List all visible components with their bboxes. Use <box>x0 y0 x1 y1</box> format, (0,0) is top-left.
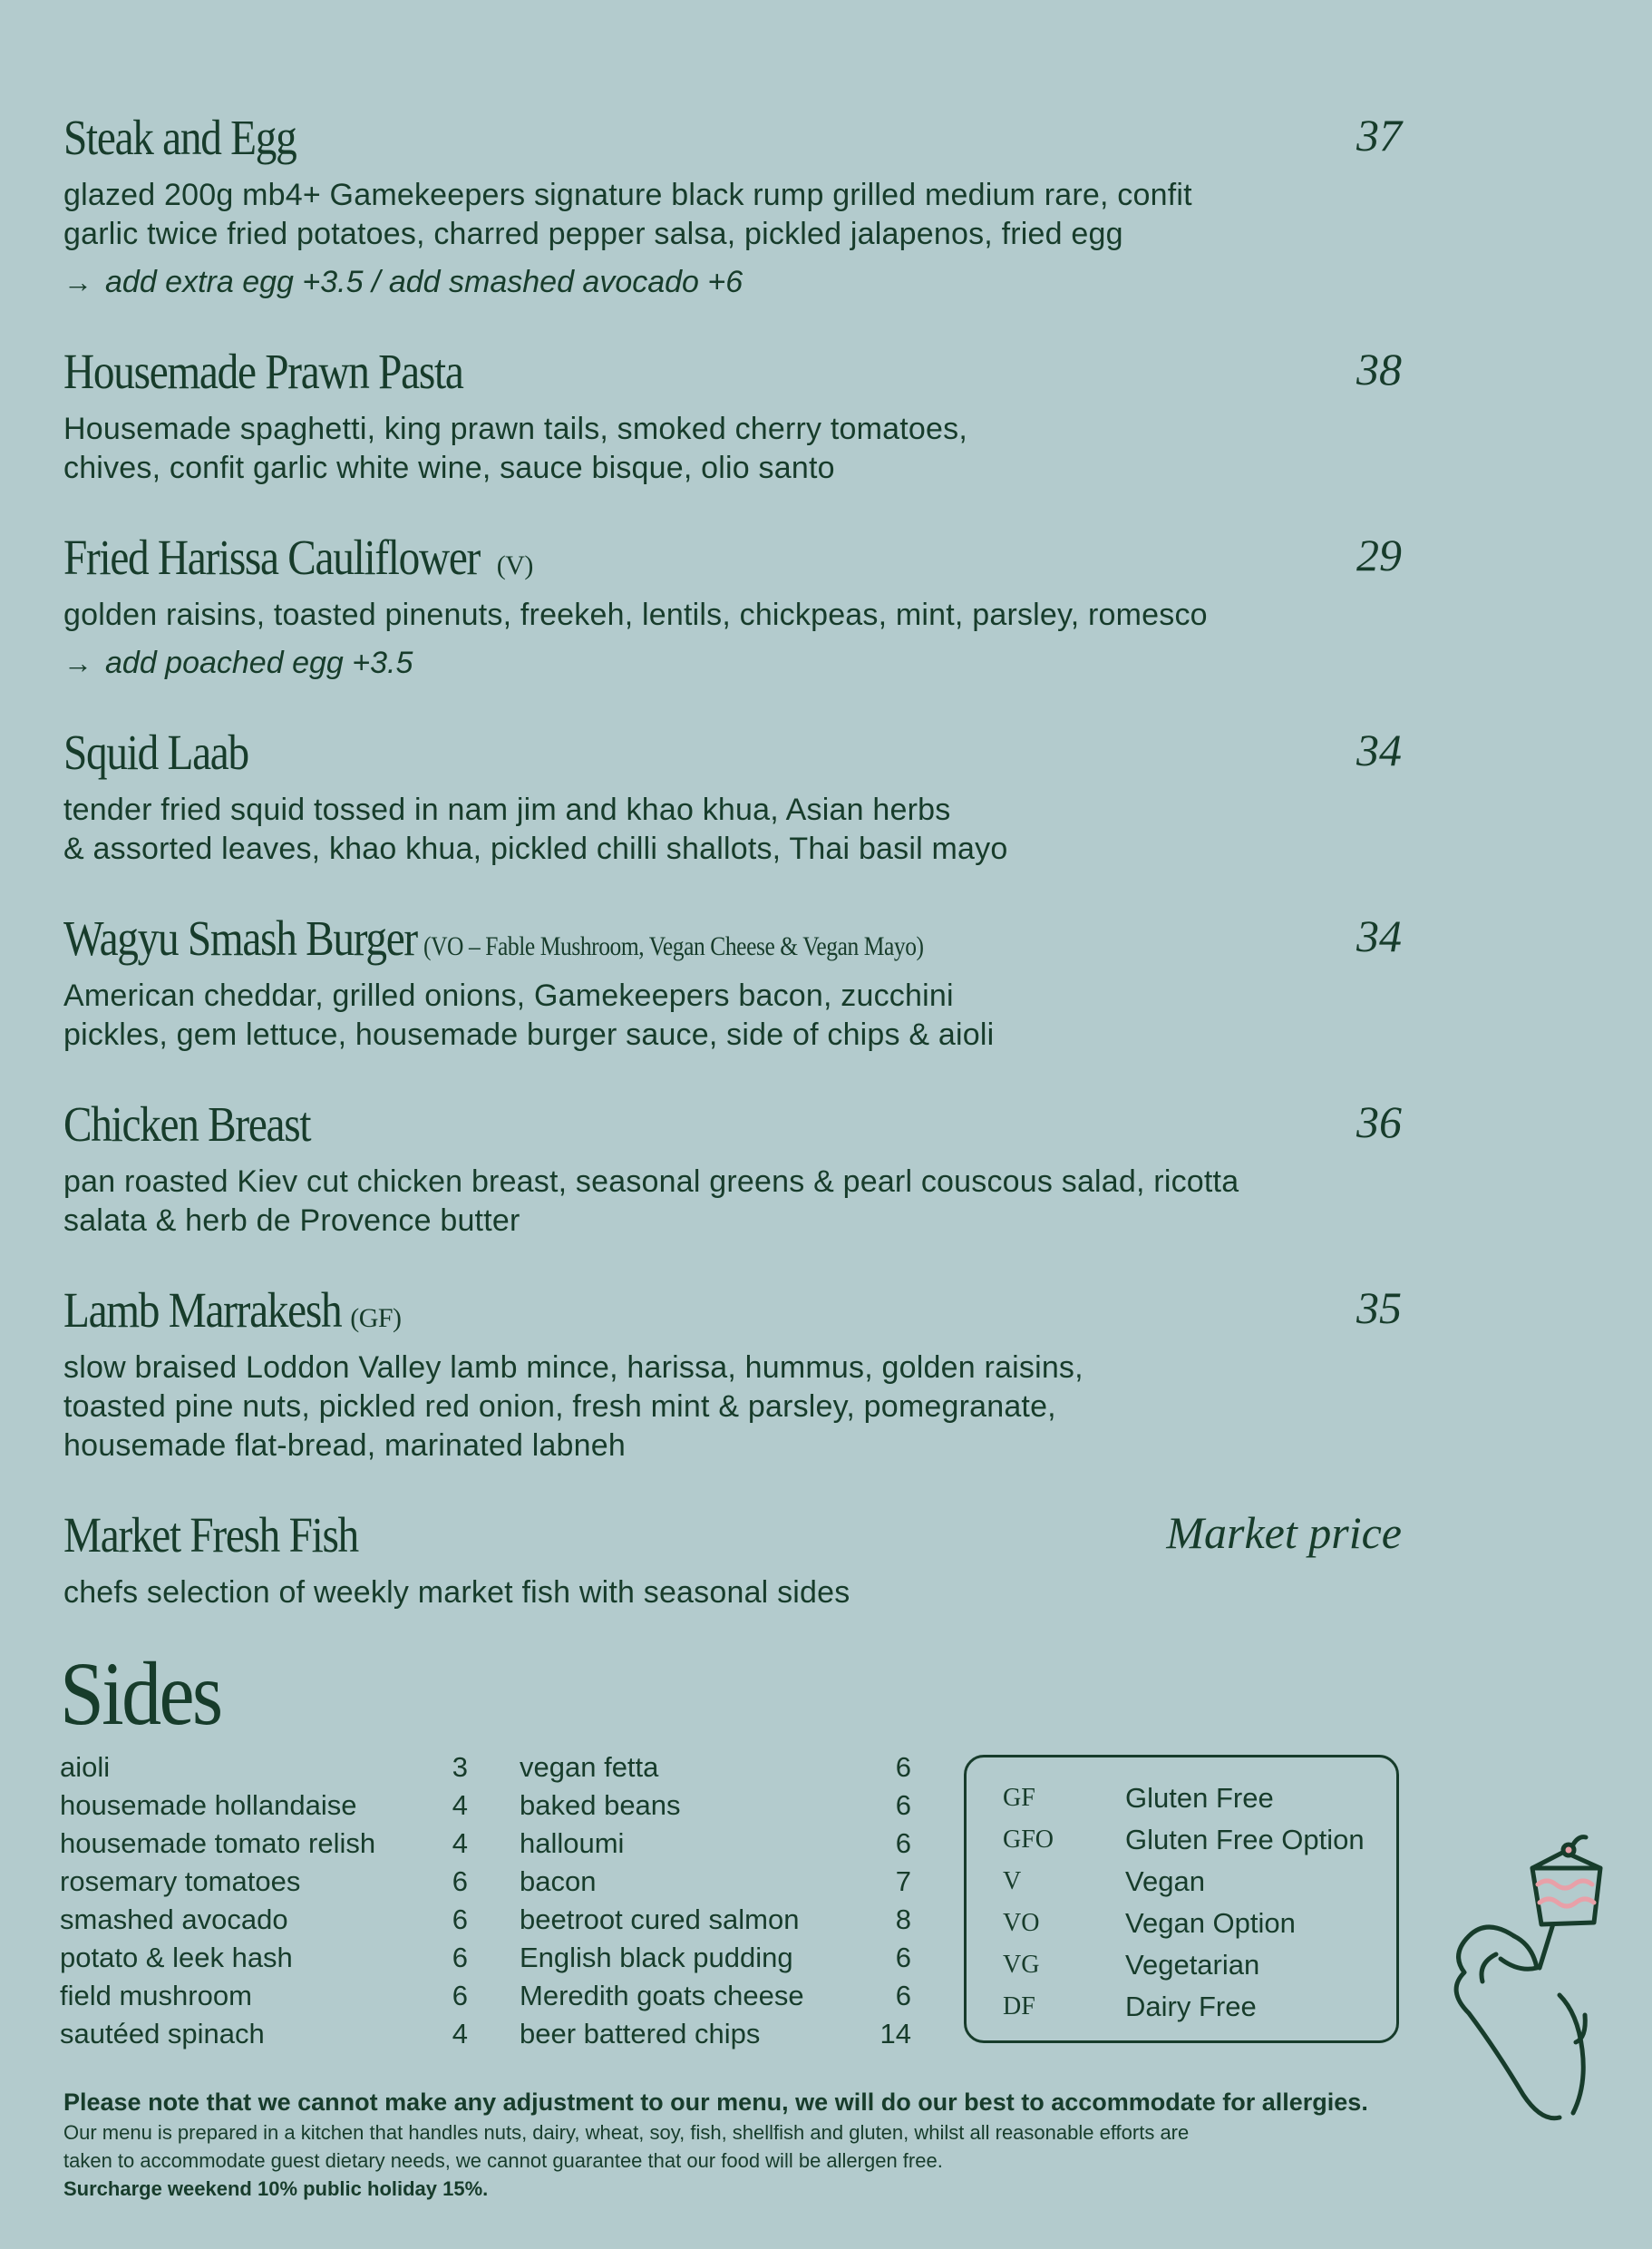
dish-item <box>63 343 1405 488</box>
side-price: 8 <box>895 1903 911 1935</box>
side-name: sautéed spinach <box>60 2018 265 2049</box>
side-price: 6 <box>452 1980 468 2011</box>
side-price: 3 <box>452 1751 468 1783</box>
side-price: 4 <box>452 1789 468 1821</box>
legend-item <box>1003 1861 1396 1903</box>
dish-name: Squid Laab <box>63 725 248 780</box>
side-price: 7 <box>895 1865 911 1897</box>
side-price: 6 <box>452 1942 468 1973</box>
legend-item <box>1003 1903 1396 1944</box>
side-name: baked beans <box>520 1789 681 1821</box>
legend-label: Vegan <box>1125 1865 1205 1897</box>
side-price: 6 <box>895 1827 911 1859</box>
side-item <box>60 1977 468 2015</box>
side-item <box>520 1977 911 2015</box>
dish-description: tender fried squid tossed in nam jim and khao khua, Asian herbs & assorted leaves, khao khua, pickled chilli shallots, Thai basil mayo <box>63 793 1008 866</box>
side-price: 6 <box>895 1942 911 1973</box>
side-price: 6 <box>452 1865 468 1897</box>
dish-price: Market price <box>1166 1507 1402 1558</box>
side-name: potato & leek hash <box>60 1942 293 1973</box>
dish-description: glazed 200g mb4+ Gamekeepers signature black rump grilled medium rare, confit garlic twice fried potatoes, charred pepper salsa, pickled jalapenos, fried egg <box>63 178 1192 251</box>
dietary-legend <box>964 1755 1399 2043</box>
dish-name: Steak and Egg <box>63 110 296 165</box>
side-name: housemade hollandaise <box>60 1789 357 1821</box>
side-item <box>520 1863 911 1901</box>
side-item <box>520 1825 911 1863</box>
side-name: aioli <box>60 1751 111 1783</box>
surcharge-note: Surcharge weekend 10% public holiday 15%. <box>63 2177 489 2200</box>
dish-price: 37 <box>1356 110 1402 161</box>
side-name: beer battered chips <box>520 2018 761 2049</box>
dish-description: chefs selection of weekly market fish with seasonal sides <box>63 1575 850 1610</box>
dish-description: pan roasted Kiev cut chicken breast, seasonal greens & pearl couscous salad, ricotta salata & herb de Provence butter <box>63 1164 1239 1238</box>
dish-name: Housemade Prawn Pasta <box>63 344 463 399</box>
dish-price: 34 <box>1356 910 1402 961</box>
legend-label: Gluten Free Option <box>1125 1824 1365 1855</box>
allergen-note: Our menu is prepared in a kitchen that handles nuts, dairy, wheat, soy, fish, shellfish and gluten, whilst all reasonable efforts are taken to accommodate guest dietary needs, we cannot guarantee that our food will be allergen free. <box>63 2121 1190 2172</box>
addon-text: add extra egg +3.5 / add smashed avocado +6 <box>105 265 743 299</box>
dish-item <box>63 529 1405 683</box>
dish-item <box>63 1281 1405 1465</box>
side-item <box>60 1863 468 1901</box>
side-item <box>520 1939 911 1977</box>
dish-description: American cheddar, grilled onions, Gamekeepers bacon, zucchini pickles, gem lettuce, housemade burger sauce, side of chips & aioli <box>63 978 995 1052</box>
side-price: 4 <box>452 1827 468 1859</box>
side-name: smashed avocado <box>60 1903 288 1935</box>
dish-description: Housemade spaghetti, king prawn tails, smoked cherry tomatoes, chives, confit garlic white wine, sauce bisque, olio santo <box>63 412 967 485</box>
side-name: vegan fetta <box>520 1751 659 1783</box>
side-name: Meredith goats cheese <box>520 1980 804 2011</box>
sides-heading: Sides <box>60 1643 221 1744</box>
sides-column-2 <box>520 1748 911 2053</box>
dish-addon <box>63 263 1405 302</box>
side-name: beetroot cured salmon <box>520 1903 800 1935</box>
addon-text: add poached egg +3.5 <box>105 646 413 680</box>
legend-item <box>1003 1944 1396 1986</box>
dish-name: Chicken Breast <box>63 1096 311 1152</box>
dish-description: golden raisins, toasted pinenuts, freekeh, lentils, chickpeas, mint, parsley, romesco <box>63 598 1208 632</box>
dish-name: Wagyu Smash Burger <box>63 910 417 966</box>
dish-dietary-tag: (V) <box>496 550 533 580</box>
dish-price: 38 <box>1356 344 1402 394</box>
dish-description: slow braised Loddon Valley lamb mince, harissa, hummus, golden raisins, toasted pine nuts, pickled red onion, fresh mint & parsley, pomegranate, housemade flat-bread, marinated labneh <box>63 1350 1084 1463</box>
side-item <box>60 1787 468 1825</box>
mains-list <box>63 109 1405 1653</box>
side-item <box>60 1825 468 1863</box>
legend-code: V <box>1003 1867 1022 1895</box>
side-name: housemade tomato relish <box>60 1827 376 1859</box>
side-price: 6 <box>895 1751 911 1783</box>
legend-code: GFO <box>1003 1825 1054 1854</box>
dish-dietary-tag: (GF) <box>350 1303 402 1333</box>
legend-label: Vegetarian <box>1125 1949 1260 1981</box>
side-name: halloumi <box>520 1827 625 1859</box>
legend-item <box>1003 1819 1396 1861</box>
dish-item <box>63 724 1405 869</box>
arrow-right-icon: → <box>63 647 92 679</box>
dish-item <box>63 910 1405 1055</box>
dish-dietary-tag: (VO – Fable Mushroom, Vegan Cheese & Vegan Mayo) <box>423 931 924 961</box>
side-price: 14 <box>879 2018 911 2049</box>
side-item <box>60 1901 468 1939</box>
side-item <box>520 1748 911 1787</box>
side-price: 4 <box>452 2018 468 2049</box>
dish-item <box>63 1095 1405 1241</box>
legend-label: Gluten Free <box>1125 1782 1274 1814</box>
legend-item <box>1003 1777 1396 1819</box>
dish-price: 35 <box>1356 1282 1402 1333</box>
legend-item <box>1003 1986 1396 2028</box>
sides-column-1 <box>60 1748 468 2053</box>
side-name: English black pudding <box>520 1942 793 1973</box>
dish-price: 34 <box>1356 725 1402 775</box>
side-item <box>60 1939 468 1977</box>
legend-code: GF <box>1003 1784 1035 1812</box>
dish-name: Market Fresh Fish <box>63 1507 358 1563</box>
arrow-right-icon: → <box>63 266 92 298</box>
dish-item <box>63 109 1405 302</box>
side-price: 6 <box>452 1903 468 1935</box>
side-item <box>60 1748 468 1787</box>
legend-code: VG <box>1003 1951 1040 1979</box>
adjustment-note: Please note that we cannot make any adjustment to our menu, we will do our best to accommodate for allergies. <box>63 2088 1368 2116</box>
hand-holding-cake-icon <box>1442 1832 1632 2122</box>
side-item <box>520 1787 911 1825</box>
side-name: bacon <box>520 1865 597 1897</box>
side-price: 6 <box>895 1980 911 2011</box>
legend-label: Vegan Option <box>1125 1907 1296 1939</box>
dish-name: Lamb Marrakesh <box>63 1282 342 1338</box>
side-name: rosemary tomatoes <box>60 1865 301 1897</box>
dish-name: Fried Harissa Cauliflower <box>63 530 481 585</box>
side-item <box>60 2015 468 2053</box>
side-name: field mushroom <box>60 1980 252 2011</box>
dish-item <box>63 1506 1405 1612</box>
side-item <box>520 1901 911 1939</box>
side-price: 6 <box>895 1789 911 1821</box>
notes-section <box>63 2086 1424 2203</box>
legend-code: DF <box>1003 1992 1035 2020</box>
legend-code: VO <box>1003 1909 1040 1937</box>
legend-label: Dairy Free <box>1125 1991 1257 2022</box>
dish-price: 29 <box>1356 530 1402 580</box>
dish-price: 36 <box>1356 1096 1402 1147</box>
side-item <box>520 2015 911 2053</box>
dish-addon <box>63 644 1405 683</box>
